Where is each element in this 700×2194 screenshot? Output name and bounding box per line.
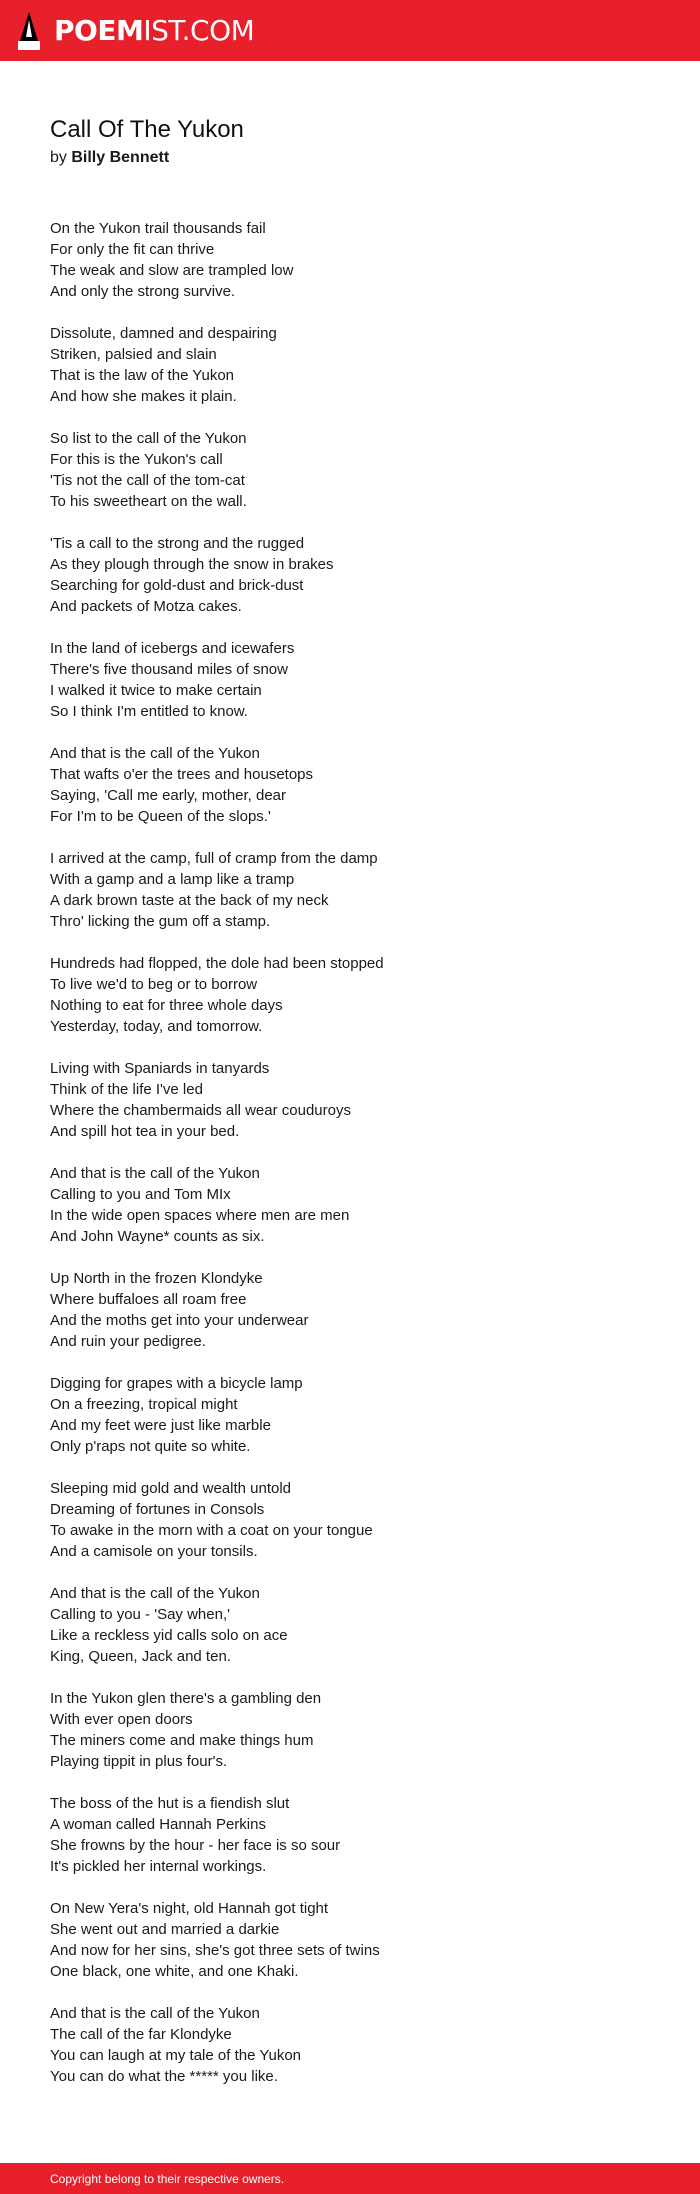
poem-line: And only the strong survive.: [50, 283, 236, 300]
poem-line: Hundreds had flopped, the dole had been stopped: [50, 955, 384, 972]
poem-line: In the land of icebergs and icewafers: [50, 640, 295, 657]
poem-line: I walked it twice to make certain: [50, 682, 262, 699]
poem-line: Sleeping mid gold and wealth untold: [50, 1480, 292, 1497]
poem-line: Dissolute, damned and despairing: [50, 325, 277, 342]
poem-line: Where the chambermaids all wear couduroys: [50, 1102, 351, 1119]
poem-line: She went out and married a darkie: [50, 1921, 280, 1938]
poem-line: And now for her sins, she's got three sets of twins: [50, 1942, 380, 1959]
poem-line: With a gamp and a lamp like a tramp: [50, 871, 295, 888]
poem-line: As they plough through the snow in brakes: [50, 556, 334, 573]
poem-line: So I think I'm entitled to know.: [50, 703, 248, 720]
poem-line: And that is the call of the Yukon: [50, 1585, 260, 1602]
poem-header: [50, 114, 244, 168]
poem-line: A woman called Hannah Perkins: [50, 1816, 266, 1833]
stanza: [50, 638, 650, 722]
stanza: [50, 218, 650, 302]
poem-line: Calling to you and Tom MIx: [50, 1186, 231, 1203]
poem-line: Calling to you - 'Say when,': [50, 1606, 230, 1623]
poem-line: And that is the call of the Yukon: [50, 2005, 260, 2022]
brand-light: IST.COM: [143, 13, 255, 47]
quill-icon: [16, 11, 42, 51]
poem-line: Yesterday, today, and tomorrow.: [50, 1018, 263, 1035]
stanza: [50, 1478, 650, 1562]
stanza: [50, 428, 650, 512]
poem-line: Striken, palsied and slain: [50, 346, 217, 363]
poem-line: In the Yukon glen there's a gambling den: [50, 1690, 322, 1707]
stanza: [50, 1688, 650, 1772]
poem-line: With ever open doors: [50, 1711, 193, 1728]
poem-line: And how she makes it plain.: [50, 388, 237, 405]
poem-line: Up North in the frozen Klondyke: [50, 1270, 263, 1287]
poem-line: Dreaming of fortunes in Consols: [50, 1501, 265, 1518]
stanza: [50, 533, 650, 617]
poem-line: One black, one white, and one Khaki.: [50, 1963, 299, 1980]
site-brand: [54, 13, 255, 47]
poem-line: Think of the life I've led: [50, 1081, 203, 1098]
stanza: [50, 1373, 650, 1457]
poem-line: And that is the call of the Yukon: [50, 1165, 260, 1182]
poem-line: She frowns by the hour - her face is so sour: [50, 1837, 341, 1854]
poem-line: There's five thousand miles of snow: [50, 661, 288, 678]
poem-line: And my feet were just like marble: [50, 1417, 271, 1434]
site-header: [0, 0, 700, 61]
poem-line: So list to the call of the Yukon: [50, 430, 247, 447]
stanza: [50, 953, 650, 1037]
poem-line: And the moths get into your underwear: [50, 1312, 309, 1329]
by-label: by: [50, 149, 67, 166]
poem-line: A dark brown taste at the back of my neck: [50, 892, 329, 909]
poem-line: The weak and slow are trampled low: [50, 262, 294, 279]
poem-line: Nothing to eat for three whole days: [50, 997, 283, 1014]
poem-line: And spill hot tea in your bed.: [50, 1123, 240, 1140]
poem-line: The call of the far Klondyke: [50, 2026, 232, 2043]
poem-line: Searching for gold-dust and brick-dust: [50, 577, 304, 594]
poem-line: The miners come and make things hum: [50, 1732, 314, 1749]
brand-bold: POEM: [54, 13, 144, 47]
poem-line: Like a reckless yid calls solo on ace: [50, 1627, 288, 1644]
poem-title: Call Of The Yukon: [50, 116, 244, 143]
stanza: [50, 1163, 650, 1247]
site-footer: [0, 2163, 700, 2194]
stanza: [50, 1793, 650, 1877]
site-logo[interactable]: [16, 11, 254, 51]
poem-line: On New Yera's night, old Hannah got tight: [50, 1900, 329, 1917]
poem-line: For only the fit can thrive: [50, 241, 215, 258]
poem-line: And a camisole on your tonsils.: [50, 1543, 258, 1560]
author-name: Billy Bennett: [71, 149, 170, 166]
poem-line: You can laugh at my tale of the Yukon: [50, 2047, 302, 2064]
poem-line: 'Tis not the call of the tom-cat: [50, 472, 245, 489]
poem-line: King, Queen, Jack and ten.: [50, 1648, 231, 1665]
poem-line: Where buffaloes all roam free: [50, 1291, 247, 1308]
poem-line: To awake in the morn with a coat on your tongue: [50, 1522, 373, 1539]
poem-line: That is the law of the Yukon: [50, 367, 235, 384]
poem-line: Living with Spaniards in tanyards: [50, 1060, 270, 1077]
poem-line: To live we'd to beg or to borrow: [50, 976, 258, 993]
stanza: [50, 1058, 650, 1142]
poem-line: And ruin your pedigree.: [50, 1333, 206, 1350]
byline: [50, 148, 244, 168]
poem-line: In the wide open spaces where men are men: [50, 1207, 350, 1224]
poem-line: On a freezing, tropical might: [50, 1396, 238, 1413]
poem-line: And John Wayne* counts as six.: [50, 1228, 265, 1245]
stanza: [50, 2003, 650, 2087]
poem-line: The boss of the hut is a fiendish slut: [50, 1795, 290, 1812]
poem-line: Only p'raps not quite so white.: [50, 1438, 251, 1455]
stanza: [50, 1898, 650, 1982]
stanza: [50, 1583, 650, 1667]
poem-line: To his sweetheart on the wall.: [50, 493, 247, 510]
poem-line: That wafts o'er the trees and housetops: [50, 766, 314, 783]
poem-line: 'Tis a call to the strong and the rugged: [50, 535, 305, 552]
stanza: [50, 743, 650, 827]
poem-line: And packets of Motza cakes.: [50, 598, 242, 615]
poem-line: Saying, 'Call me early, mother, dear: [50, 787, 287, 804]
poem-line: Digging for grapes with a bicycle lamp: [50, 1375, 303, 1392]
stanza: [50, 848, 650, 932]
poem-line: For I'm to be Queen of the slops.': [50, 808, 271, 825]
poem-line: You can do what the ***** you like.: [50, 2068, 278, 2085]
poem-line: And that is the call of the Yukon: [50, 745, 260, 762]
poem-body: [50, 218, 650, 2108]
poem-line: I arrived at the camp, full of cramp from the damp: [50, 850, 378, 867]
stanza: [50, 1268, 650, 1352]
poem-line: Playing tippit in plus four's.: [50, 1753, 228, 1770]
poem-line: For this is the Yukon's call: [50, 451, 223, 468]
stanza: [50, 323, 650, 407]
poem-line: Thro' licking the gum off a stamp.: [50, 913, 271, 930]
copyright-text: Copyright belong to their respective owners.: [50, 2171, 285, 2186]
poem-line: It's pickled her internal workings.: [50, 1858, 267, 1875]
poem-line: On the Yukon trail thousands fail: [50, 220, 266, 237]
